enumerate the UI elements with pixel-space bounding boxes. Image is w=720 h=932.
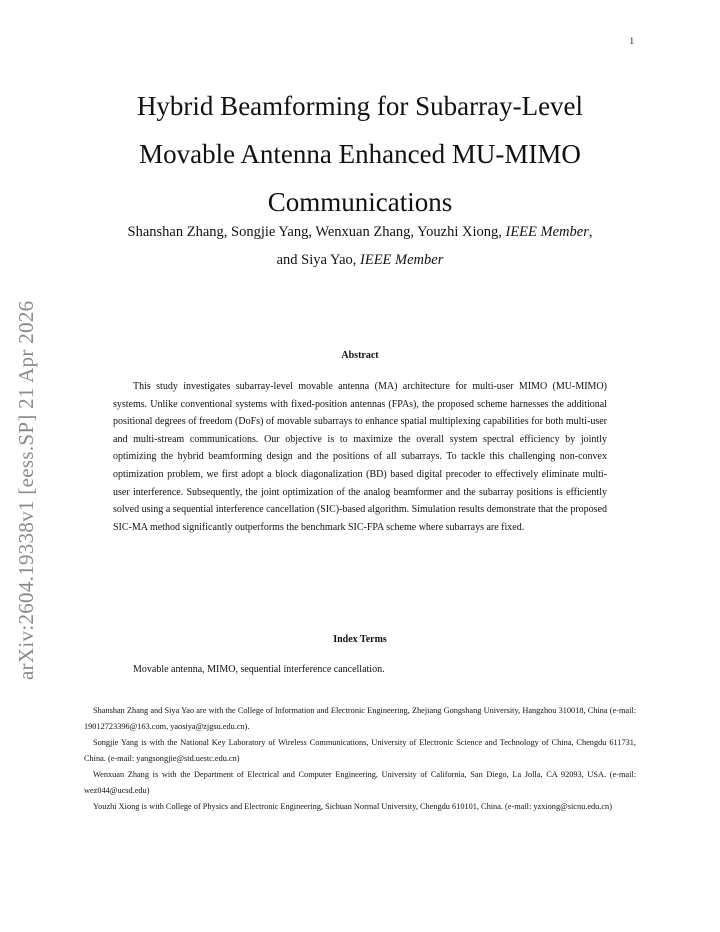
author-list [60, 218, 660, 274]
abstract-heading: Abstract [341, 350, 379, 361]
author-names: and Siya Yao, [276, 252, 361, 268]
index-terms-text: Movable antenna, MIMO, sequential interference cancellation. [133, 664, 385, 675]
footnote: Shanshan Zhang and Siya Yao are with the College of Information and Electronic Engineering, Zhejiang Gongshang University, Hangzhou 310018, China (e-mail: 19012723396@163.com, yaosiya@zjgsu.edu.cn). [84, 706, 636, 731]
author-affiliation-footnotes [84, 703, 636, 815]
abstract-text: This study investigates subarray-level movable antenna (MA) architecture for multi-user MIMO (MU-MIMO) systems. Unlike conventional systems with fixed-position antennas (FPAs), the proposed scheme harnesses the additional positional degrees of freedom (DoFs) of movable subarrays to enhance spatial multiplexing capabilities for both multi-user and multi-stream communications. Our objective is to maximize the overall system spectral efficiency by jointly optimizing the hybrid beamforming design and the positions of all subarrays. To tackle this challenging non-convex optimization problem, we first adopt a block diagonalization (BD) based digital precoder to effectively eliminate multi-user interference. Subsequently, the joint optimization of the analog beamformer and the subarray positions is efficiently solved using a sequential interference cancellation (SIC)-based algorithm. Simulation results demonstrate that the proposed SIC-MA method significantly outperforms the benchmark SIC-FPA scheme where subarrays are fixed. [113, 381, 607, 533]
index-terms-heading: Index Terms [333, 634, 387, 645]
arxiv-identifier: arXiv:2604.19338v1 [eess.SP] 21 Apr 2026 [14, 300, 38, 680]
footnote: Wenxuan Zhang is with the Department of Electrical and Computer Engineering, University of California, San Diego, La Jolla, CA 92093, USA. (e-mail: wez044@ucsd.edu) [84, 770, 636, 795]
author-role: IEEE Member [360, 252, 444, 268]
paper-title [80, 82, 640, 226]
title-line: Hybrid Beamforming for Subarray-Level [136, 91, 584, 122]
page-number: 1 [629, 36, 634, 46]
title-line: Movable Antenna Enhanced MU-MIMO [139, 139, 581, 170]
author-role: IEEE Member [505, 224, 589, 240]
title-line: Communications [267, 187, 453, 218]
author-names: Shanshan Zhang, Songjie Yang, Wenxuan Zhang, Youzhi Xiong, [127, 224, 506, 240]
footnote: Youzhi Xiong is with College of Physics and Electronic Engineering, Sichuan Normal University, Chengdu 610101, China. (e-mail: yzxiong@sicnu.edu.cn) [93, 802, 612, 811]
footnote: Songjie Yang is with the National Key Laboratory of Wireless Communications, University of Electronic Science and Technology of China, Chengdu 611731, China. (e-mail: yangsongjie@std.uestc.edu.cn) [84, 738, 636, 763]
author-separator: , [588, 224, 593, 240]
